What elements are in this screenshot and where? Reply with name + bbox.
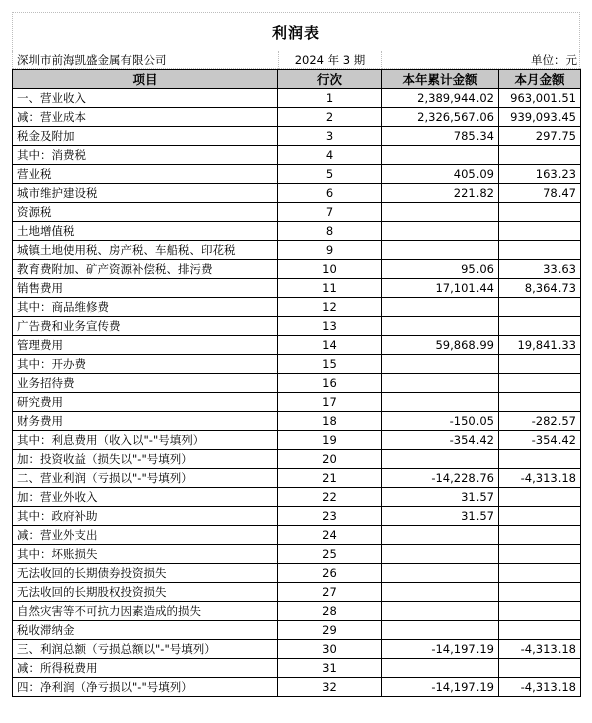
header-item: 项目 [13,70,278,89]
income-statement-sheet [12,12,580,697]
row-item-cell[interactable]: 税金及附加 [13,127,278,146]
row-ytd-cell[interactable] [382,298,499,317]
row-item-cell[interactable]: 其中：坏账损失 [13,545,278,564]
table-row[interactable] [13,393,581,412]
row-number-cell[interactable]: 10 [278,260,382,279]
row-number-cell[interactable]: 18 [278,412,382,431]
table-row[interactable] [13,146,581,165]
row-number-cell[interactable]: 19 [278,431,382,450]
row-number-cell[interactable]: 3 [278,127,382,146]
table-row[interactable] [13,469,581,488]
row-month-cell[interactable]: 939,093.45 [499,108,581,127]
row-item-cell[interactable]: 管理费用 [13,336,278,355]
row-ytd-cell[interactable] [382,621,499,640]
row-month-cell[interactable]: 78.47 [499,184,581,203]
row-number-cell[interactable]: 29 [278,621,382,640]
row-item-cell[interactable]: 加：营业外收入 [13,488,278,507]
currency-unit: 单位：元 [382,51,581,69]
row-ytd-cell[interactable]: -14,228.76 [382,469,499,488]
row-number-cell[interactable]: 1 [278,89,382,108]
row-item-cell[interactable]: 无法收回的长期股权投资损失 [13,583,278,602]
row-number-cell[interactable]: 20 [278,450,382,469]
row-month-cell[interactable] [499,659,581,678]
row-month-cell[interactable] [499,393,581,412]
row-ytd-cell[interactable]: 221.82 [382,184,499,203]
row-month-cell[interactable] [499,450,581,469]
row-month-cell[interactable]: 297.75 [499,127,581,146]
row-item-cell[interactable]: 其中：商品维修费 [13,298,278,317]
table-row[interactable] [13,127,581,146]
row-month-cell[interactable]: 963,001.51 [499,89,581,108]
row-item-cell[interactable]: 城镇土地使用税、房产税、车船税、印花税 [13,241,278,260]
row-ytd-cell[interactable] [382,393,499,412]
row-ytd-cell[interactable] [382,374,499,393]
row-month-cell[interactable]: 8,364.73 [499,279,581,298]
table-row[interactable] [13,89,581,108]
table-row[interactable] [13,621,581,640]
table-row[interactable] [13,222,581,241]
row-ytd-cell[interactable]: -150.05 [382,412,499,431]
row-number-cell[interactable]: 11 [278,279,382,298]
row-ytd-cell[interactable] [382,317,499,336]
row-item-cell[interactable]: 一、营业收入 [13,89,278,108]
row-month-cell[interactable]: -282.57 [499,412,581,431]
row-item-cell[interactable]: 其中：消费税 [13,146,278,165]
row-ytd-cell[interactable]: -14,197.19 [382,640,499,659]
row-number-cell[interactable]: 32 [278,678,382,697]
row-month-cell[interactable] [499,203,581,222]
table-row[interactable] [13,659,581,678]
row-number-cell[interactable]: 7 [278,203,382,222]
report-info-row [12,51,580,69]
row-item-cell[interactable]: 其中：利息费用（收入以"-"号填列） [13,431,278,450]
row-number-cell[interactable]: 21 [278,469,382,488]
row-number-cell[interactable]: 23 [278,507,382,526]
table-row[interactable] [13,108,581,127]
row-number-cell[interactable]: 31 [278,659,382,678]
row-number-cell[interactable]: 17 [278,393,382,412]
row-ytd-cell[interactable]: 17,101.44 [382,279,499,298]
row-ytd-cell[interactable]: 95.06 [382,260,499,279]
table-row[interactable] [13,640,581,659]
header-row-no: 行次 [278,70,382,89]
row-item-cell[interactable]: 税收滞纳金 [13,621,278,640]
row-ytd-cell[interactable] [382,526,499,545]
row-month-cell[interactable] [499,374,581,393]
row-ytd-cell[interactable] [382,241,499,260]
row-item-cell[interactable]: 四：净利润（净亏损以"-"号填列） [13,678,278,697]
row-ytd-cell[interactable] [382,545,499,564]
row-item-cell[interactable]: 城市维护建设税 [13,184,278,203]
row-month-cell[interactable] [499,564,581,583]
row-number-cell[interactable]: 5 [278,165,382,184]
table-row[interactable] [13,298,581,317]
row-ytd-cell[interactable]: 31.57 [382,488,499,507]
row-month-cell[interactable] [499,298,581,317]
row-month-cell[interactable] [499,545,581,564]
row-ytd-cell[interactable] [382,146,499,165]
row-item-cell[interactable]: 研究费用 [13,393,278,412]
row-month-cell[interactable]: -4,313.18 [499,469,581,488]
row-item-cell[interactable]: 销售费用 [13,279,278,298]
row-number-cell[interactable]: 4 [278,146,382,165]
row-item-cell[interactable]: 无法收回的长期债券投资损失 [13,564,278,583]
row-ytd-cell[interactable]: 59,868.99 [382,336,499,355]
row-item-cell[interactable]: 广告费和业务宣传费 [13,317,278,336]
row-number-cell[interactable]: 30 [278,640,382,659]
row-month-cell[interactable]: 19,841.33 [499,336,581,355]
row-number-cell[interactable]: 26 [278,564,382,583]
row-item-cell[interactable]: 减：营业成本 [13,108,278,127]
table-row[interactable] [13,602,581,621]
table-row[interactable] [13,678,581,697]
header-month-amount: 本月金额 [499,70,581,89]
table-row[interactable] [13,488,581,507]
row-month-cell[interactable] [499,355,581,374]
table-row[interactable] [13,241,581,260]
table-row[interactable] [13,184,581,203]
header-ytd-amount: 本年累计金额 [382,70,499,89]
row-number-cell[interactable]: 22 [278,488,382,507]
row-item-cell[interactable]: 营业税 [13,165,278,184]
row-ytd-cell[interactable] [382,203,499,222]
row-number-cell[interactable]: 15 [278,355,382,374]
row-number-cell[interactable]: 24 [278,526,382,545]
row-month-cell[interactable]: -4,313.18 [499,678,581,697]
row-item-cell[interactable]: 土地增值税 [13,222,278,241]
row-month-cell[interactable]: 33.63 [499,260,581,279]
row-item-cell[interactable]: 自然灾害等不可抗力因素造成的损失 [13,602,278,621]
table-row[interactable] [13,317,581,336]
row-item-cell[interactable]: 业务招待费 [13,374,278,393]
row-ytd-cell[interactable] [382,602,499,621]
row-month-cell[interactable] [499,317,581,336]
table-row[interactable] [13,450,581,469]
row-number-cell[interactable]: 27 [278,583,382,602]
row-month-cell[interactable] [499,583,581,602]
row-ytd-cell[interactable] [382,564,499,583]
row-number-cell[interactable]: 8 [278,222,382,241]
table-header-row [13,70,581,89]
row-ytd-cell[interactable]: 31.57 [382,507,499,526]
row-item-cell[interactable]: 财务费用 [13,412,278,431]
row-item-cell[interactable]: 加：投资收益（损失以"-"号填列） [13,450,278,469]
row-ytd-cell[interactable]: -354.42 [382,431,499,450]
table-row[interactable] [13,279,581,298]
table-row[interactable] [13,412,581,431]
table-row[interactable] [13,526,581,545]
table-row[interactable] [13,203,581,222]
row-item-cell[interactable]: 减：所得税费用 [13,659,278,678]
row-month-cell[interactable] [499,602,581,621]
income-statement-table [12,69,581,697]
row-month-cell[interactable]: 163.23 [499,165,581,184]
table-row[interactable] [13,564,581,583]
table-row[interactable] [13,260,581,279]
row-month-cell[interactable] [499,241,581,260]
row-month-cell[interactable] [499,146,581,165]
table-row[interactable] [13,507,581,526]
row-item-cell[interactable]: 三、利润总额（亏损总额以"-"号填列） [13,640,278,659]
row-month-cell[interactable] [499,488,581,507]
table-row[interactable] [13,355,581,374]
row-month-cell[interactable]: -354.42 [499,431,581,450]
row-item-cell[interactable]: 其中：开办费 [13,355,278,374]
row-ytd-cell[interactable]: 2,326,567.06 [382,108,499,127]
row-ytd-cell[interactable]: 2,389,944.02 [382,89,499,108]
row-item-cell[interactable]: 资源税 [13,203,278,222]
report-title: 利润表 [12,12,580,51]
row-number-cell[interactable]: 2 [278,108,382,127]
row-item-cell[interactable]: 二、营业利润（亏损以"-"号填列） [13,469,278,488]
row-ytd-cell[interactable]: -14,197.19 [382,678,499,697]
table-row[interactable] [13,374,581,393]
row-ytd-cell[interactable]: 405.09 [382,165,499,184]
row-ytd-cell[interactable] [382,355,499,374]
row-month-cell[interactable] [499,507,581,526]
row-item-cell[interactable]: 教育费附加、矿产资源补偿税、排污费 [13,260,278,279]
row-number-cell[interactable]: 13 [278,317,382,336]
row-number-cell[interactable]: 14 [278,336,382,355]
row-ytd-cell[interactable] [382,659,499,678]
row-number-cell[interactable]: 16 [278,374,382,393]
table-row[interactable] [13,431,581,450]
table-row[interactable] [13,583,581,602]
row-number-cell[interactable]: 28 [278,602,382,621]
row-ytd-cell[interactable]: 785.34 [382,127,499,146]
row-ytd-cell[interactable] [382,450,499,469]
row-number-cell[interactable]: 6 [278,184,382,203]
row-month-cell[interactable] [499,621,581,640]
row-ytd-cell[interactable] [382,222,499,241]
table-row[interactable] [13,545,581,564]
table-row[interactable] [13,165,581,184]
row-month-cell[interactable] [499,222,581,241]
row-item-cell[interactable]: 减：营业外支出 [13,526,278,545]
report-period: 2024 年 3 期 [278,51,382,69]
company-name: 深圳市前海凯盛金属有限公司 [13,51,278,69]
row-number-cell[interactable]: 9 [278,241,382,260]
row-month-cell[interactable] [499,526,581,545]
row-item-cell[interactable]: 其中：政府补助 [13,507,278,526]
row-number-cell[interactable]: 25 [278,545,382,564]
row-ytd-cell[interactable] [382,583,499,602]
row-number-cell[interactable]: 12 [278,298,382,317]
row-month-cell[interactable]: -4,313.18 [499,640,581,659]
table-row[interactable] [13,336,581,355]
